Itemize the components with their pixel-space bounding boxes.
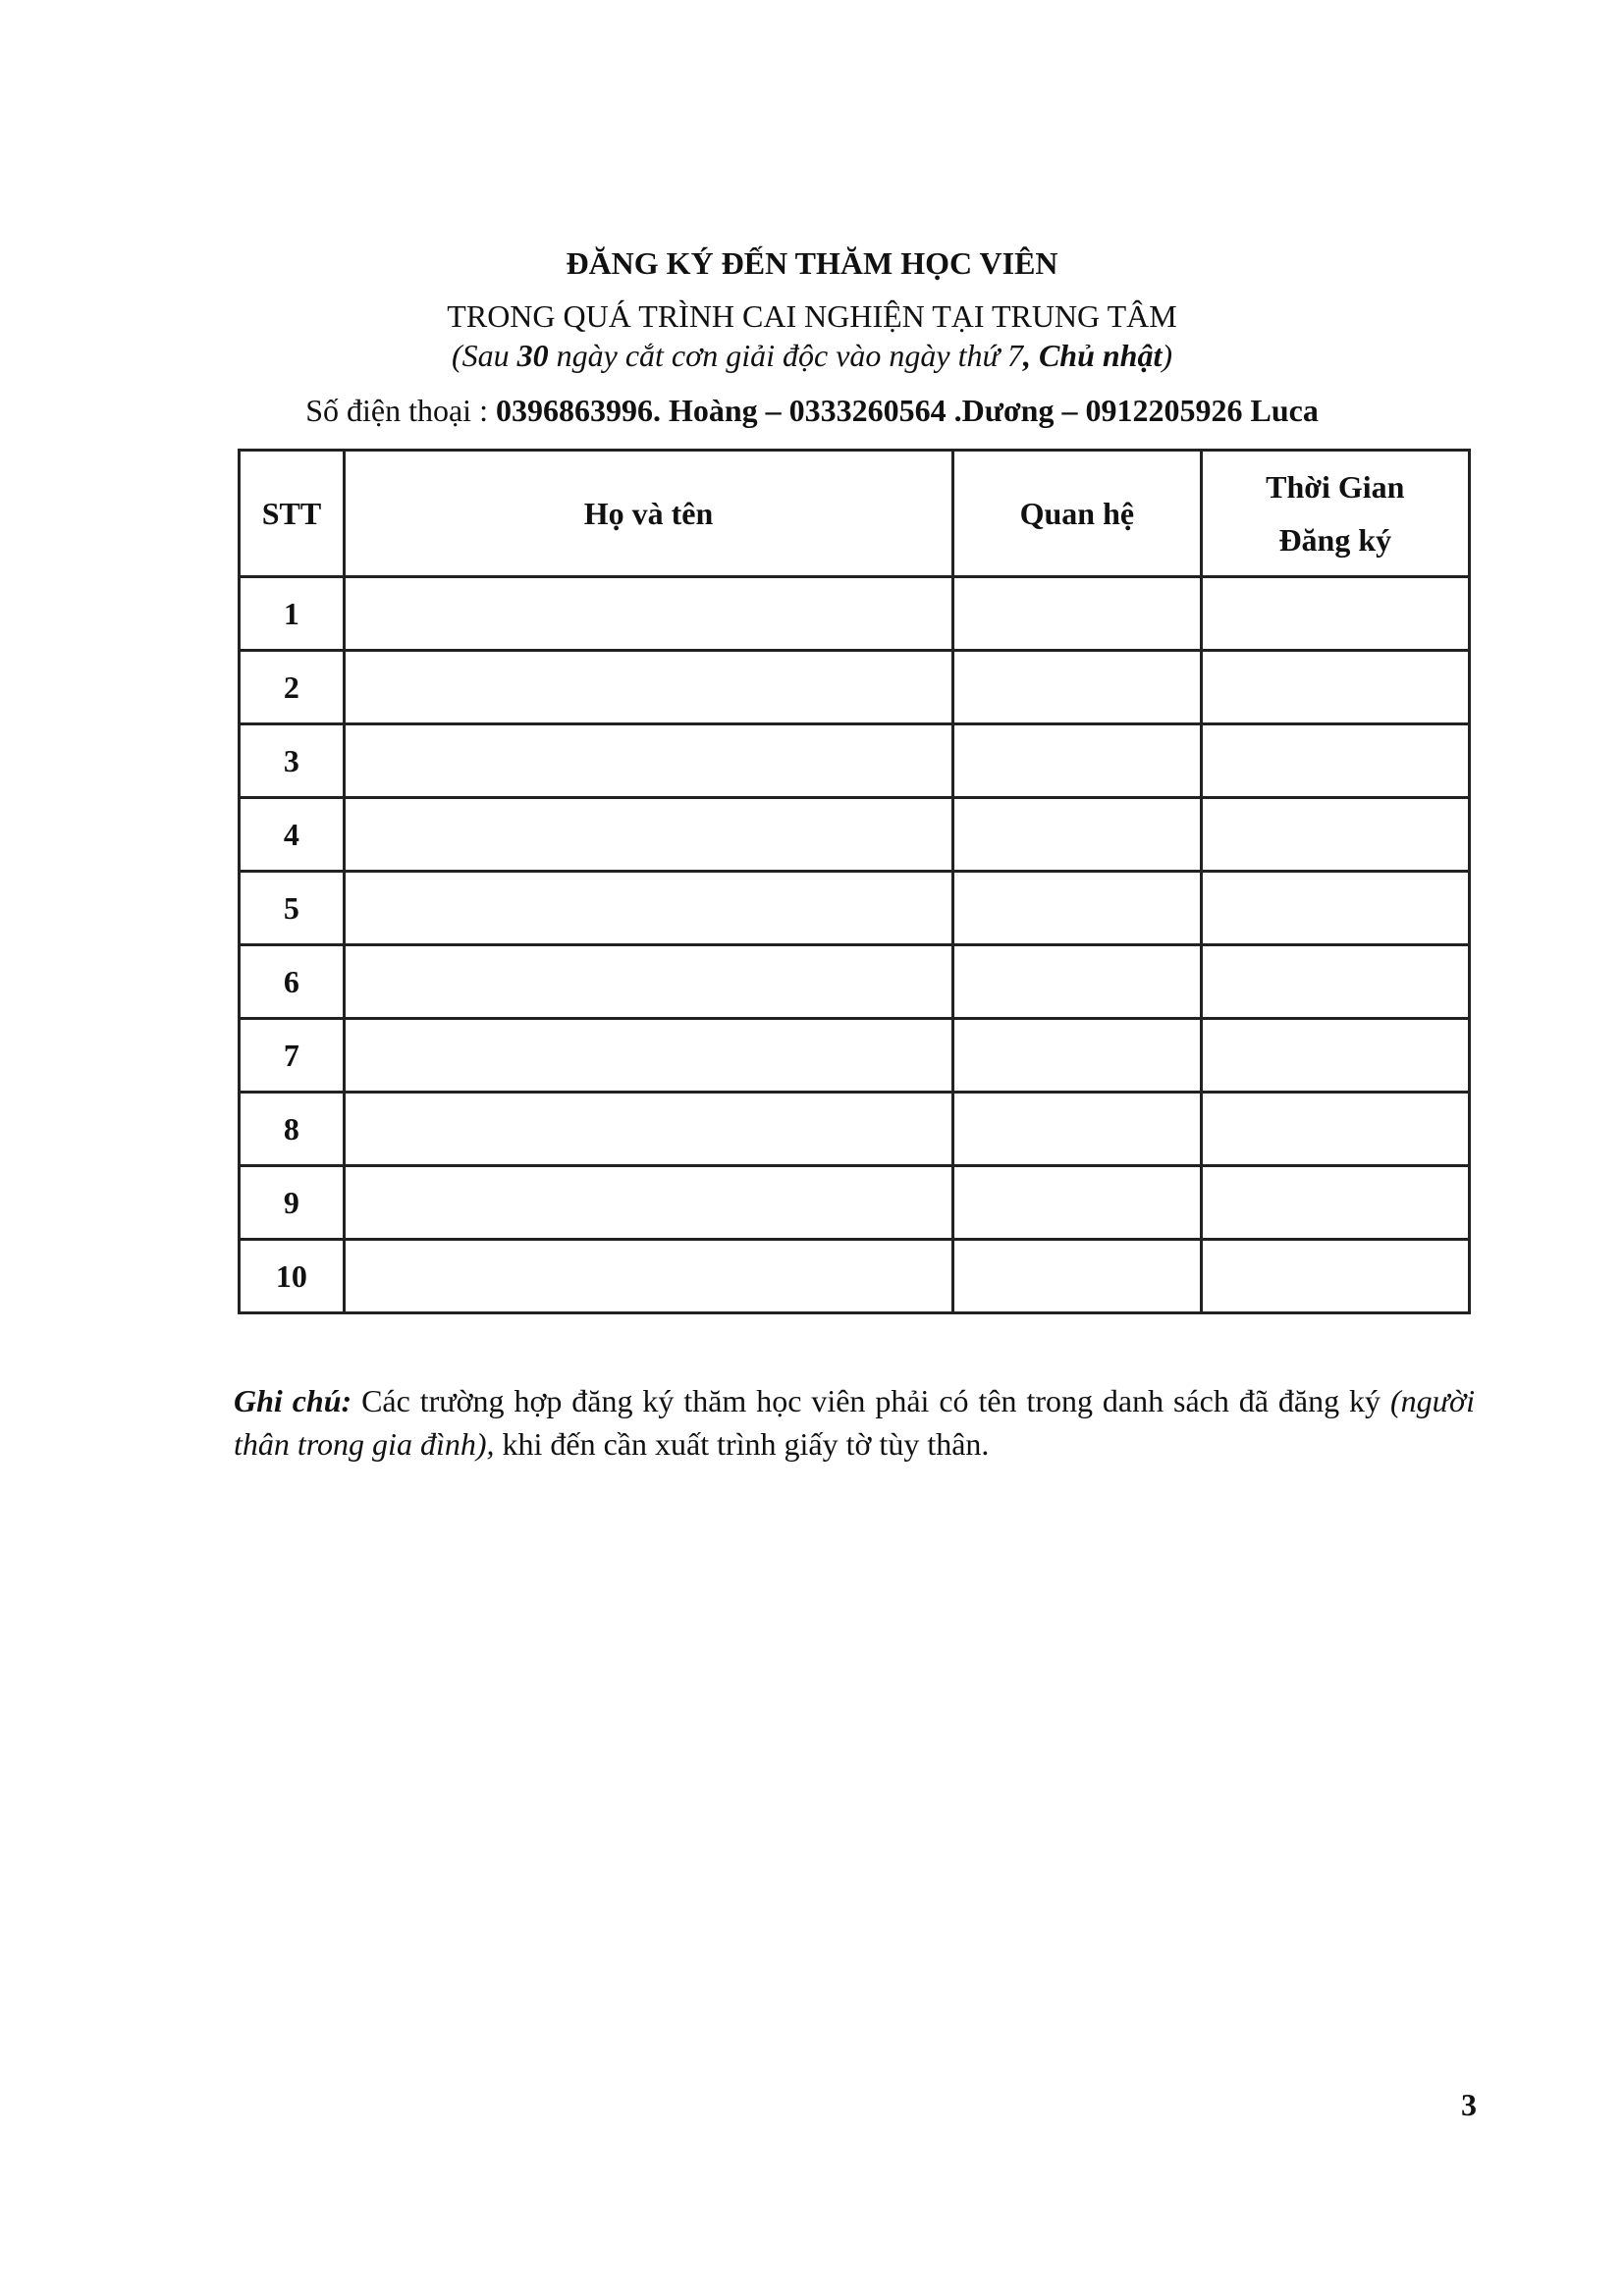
header-time-line2: Đăng ký (1278, 522, 1392, 558)
name-cell[interactable] (344, 577, 952, 651)
table-row (240, 1166, 1470, 1240)
footnote-label: Ghi chú: (234, 1383, 352, 1418)
time-cell[interactable] (1201, 1240, 1469, 1313)
name-cell[interactable] (344, 1019, 952, 1093)
name-cell[interactable] (344, 651, 952, 724)
visit-schedule-note (0, 336, 1624, 375)
relationship-cell[interactable] (953, 1166, 1201, 1240)
relationship-cell[interactable] (953, 1019, 1201, 1093)
relationship-cell[interactable] (953, 945, 1201, 1019)
name-cell[interactable] (344, 1093, 952, 1166)
time-cell[interactable] (1201, 1166, 1469, 1240)
document-subtitle: TRONG QUÁ TRÌNH CAI NGHIỆN TẠI TRUNG TÂM (447, 298, 1177, 334)
row-number: 3 (240, 724, 345, 798)
row-number: 4 (240, 798, 345, 872)
schedule-text-2: ngày cắt cơn giải độc vào ngày thứ 7 (548, 338, 1023, 373)
row-number: 10 (240, 1240, 345, 1313)
table-row (240, 577, 1470, 651)
name-cell[interactable] (344, 945, 952, 1019)
header-stt: STT (240, 451, 345, 577)
relationship-cell[interactable] (953, 1240, 1201, 1313)
header-time-line1: Thời Gian (1266, 469, 1405, 505)
phone-label: Số điện thoại : (305, 393, 496, 428)
footnote-text-2: khi đến cần xuất trình giấy tờ tùy thân. (494, 1426, 990, 1462)
time-cell[interactable] (1201, 798, 1469, 872)
name-cell[interactable] (344, 872, 952, 945)
table-row (240, 945, 1470, 1019)
header-registration-time (1201, 451, 1469, 577)
footnote (234, 1379, 1475, 1466)
row-number: 7 (240, 1019, 345, 1093)
document-title: ĐĂNG KÝ ĐẾN THĂM HỌC VIÊN (566, 245, 1058, 281)
row-number: 5 (240, 872, 345, 945)
name-cell[interactable] (344, 1166, 952, 1240)
time-cell[interactable] (1201, 577, 1469, 651)
schedule-text-1: (Sau (451, 338, 517, 373)
phone-line (0, 391, 1624, 430)
time-cell[interactable] (1201, 1019, 1469, 1093)
table-row (240, 872, 1470, 945)
row-number: 1 (240, 577, 345, 651)
row-number: 8 (240, 1093, 345, 1166)
phone-contacts: 0396863996. Hoàng – 0333260564 .Dương – 0912205926 Luca (495, 393, 1319, 428)
relationship-cell[interactable] (953, 724, 1201, 798)
schedule-text-4: ) (1162, 338, 1173, 373)
schedule-text-3: , Chủ nhật (1022, 338, 1163, 373)
name-cell[interactable] (344, 724, 952, 798)
name-cell[interactable] (344, 1240, 952, 1313)
table-row (240, 651, 1470, 724)
row-number: 9 (240, 1166, 345, 1240)
time-cell[interactable] (1201, 945, 1469, 1019)
relationship-cell[interactable] (953, 651, 1201, 724)
time-cell[interactable] (1201, 1093, 1469, 1166)
time-cell[interactable] (1201, 872, 1469, 945)
table-row (240, 798, 1470, 872)
header-full-name: Họ và tên (344, 451, 952, 577)
time-cell[interactable] (1201, 651, 1469, 724)
page-number: 3 (1461, 2087, 1477, 2122)
name-cell[interactable] (344, 798, 952, 872)
row-number: 6 (240, 945, 345, 1019)
table-row (240, 724, 1470, 798)
footnote-text-1: Các trường hợp đăng ký thăm học viên phải có tên trong danh sách đã đăng ký (352, 1383, 1390, 1418)
relationship-cell[interactable] (953, 577, 1201, 651)
table-header-row (240, 451, 1470, 577)
registration-table (238, 449, 1471, 1314)
header-relationship: Quan hệ (953, 451, 1201, 577)
table-row (240, 1240, 1470, 1313)
table-row (240, 1019, 1470, 1093)
row-number: 2 (240, 651, 345, 724)
relationship-cell[interactable] (953, 798, 1201, 872)
time-cell[interactable] (1201, 724, 1469, 798)
footnote-italic: (người thân trong gia đình), (234, 1383, 1476, 1462)
relationship-cell[interactable] (953, 1093, 1201, 1166)
relationship-cell[interactable] (953, 872, 1201, 945)
schedule-days: 30 (516, 338, 549, 373)
table-row (240, 1093, 1470, 1166)
